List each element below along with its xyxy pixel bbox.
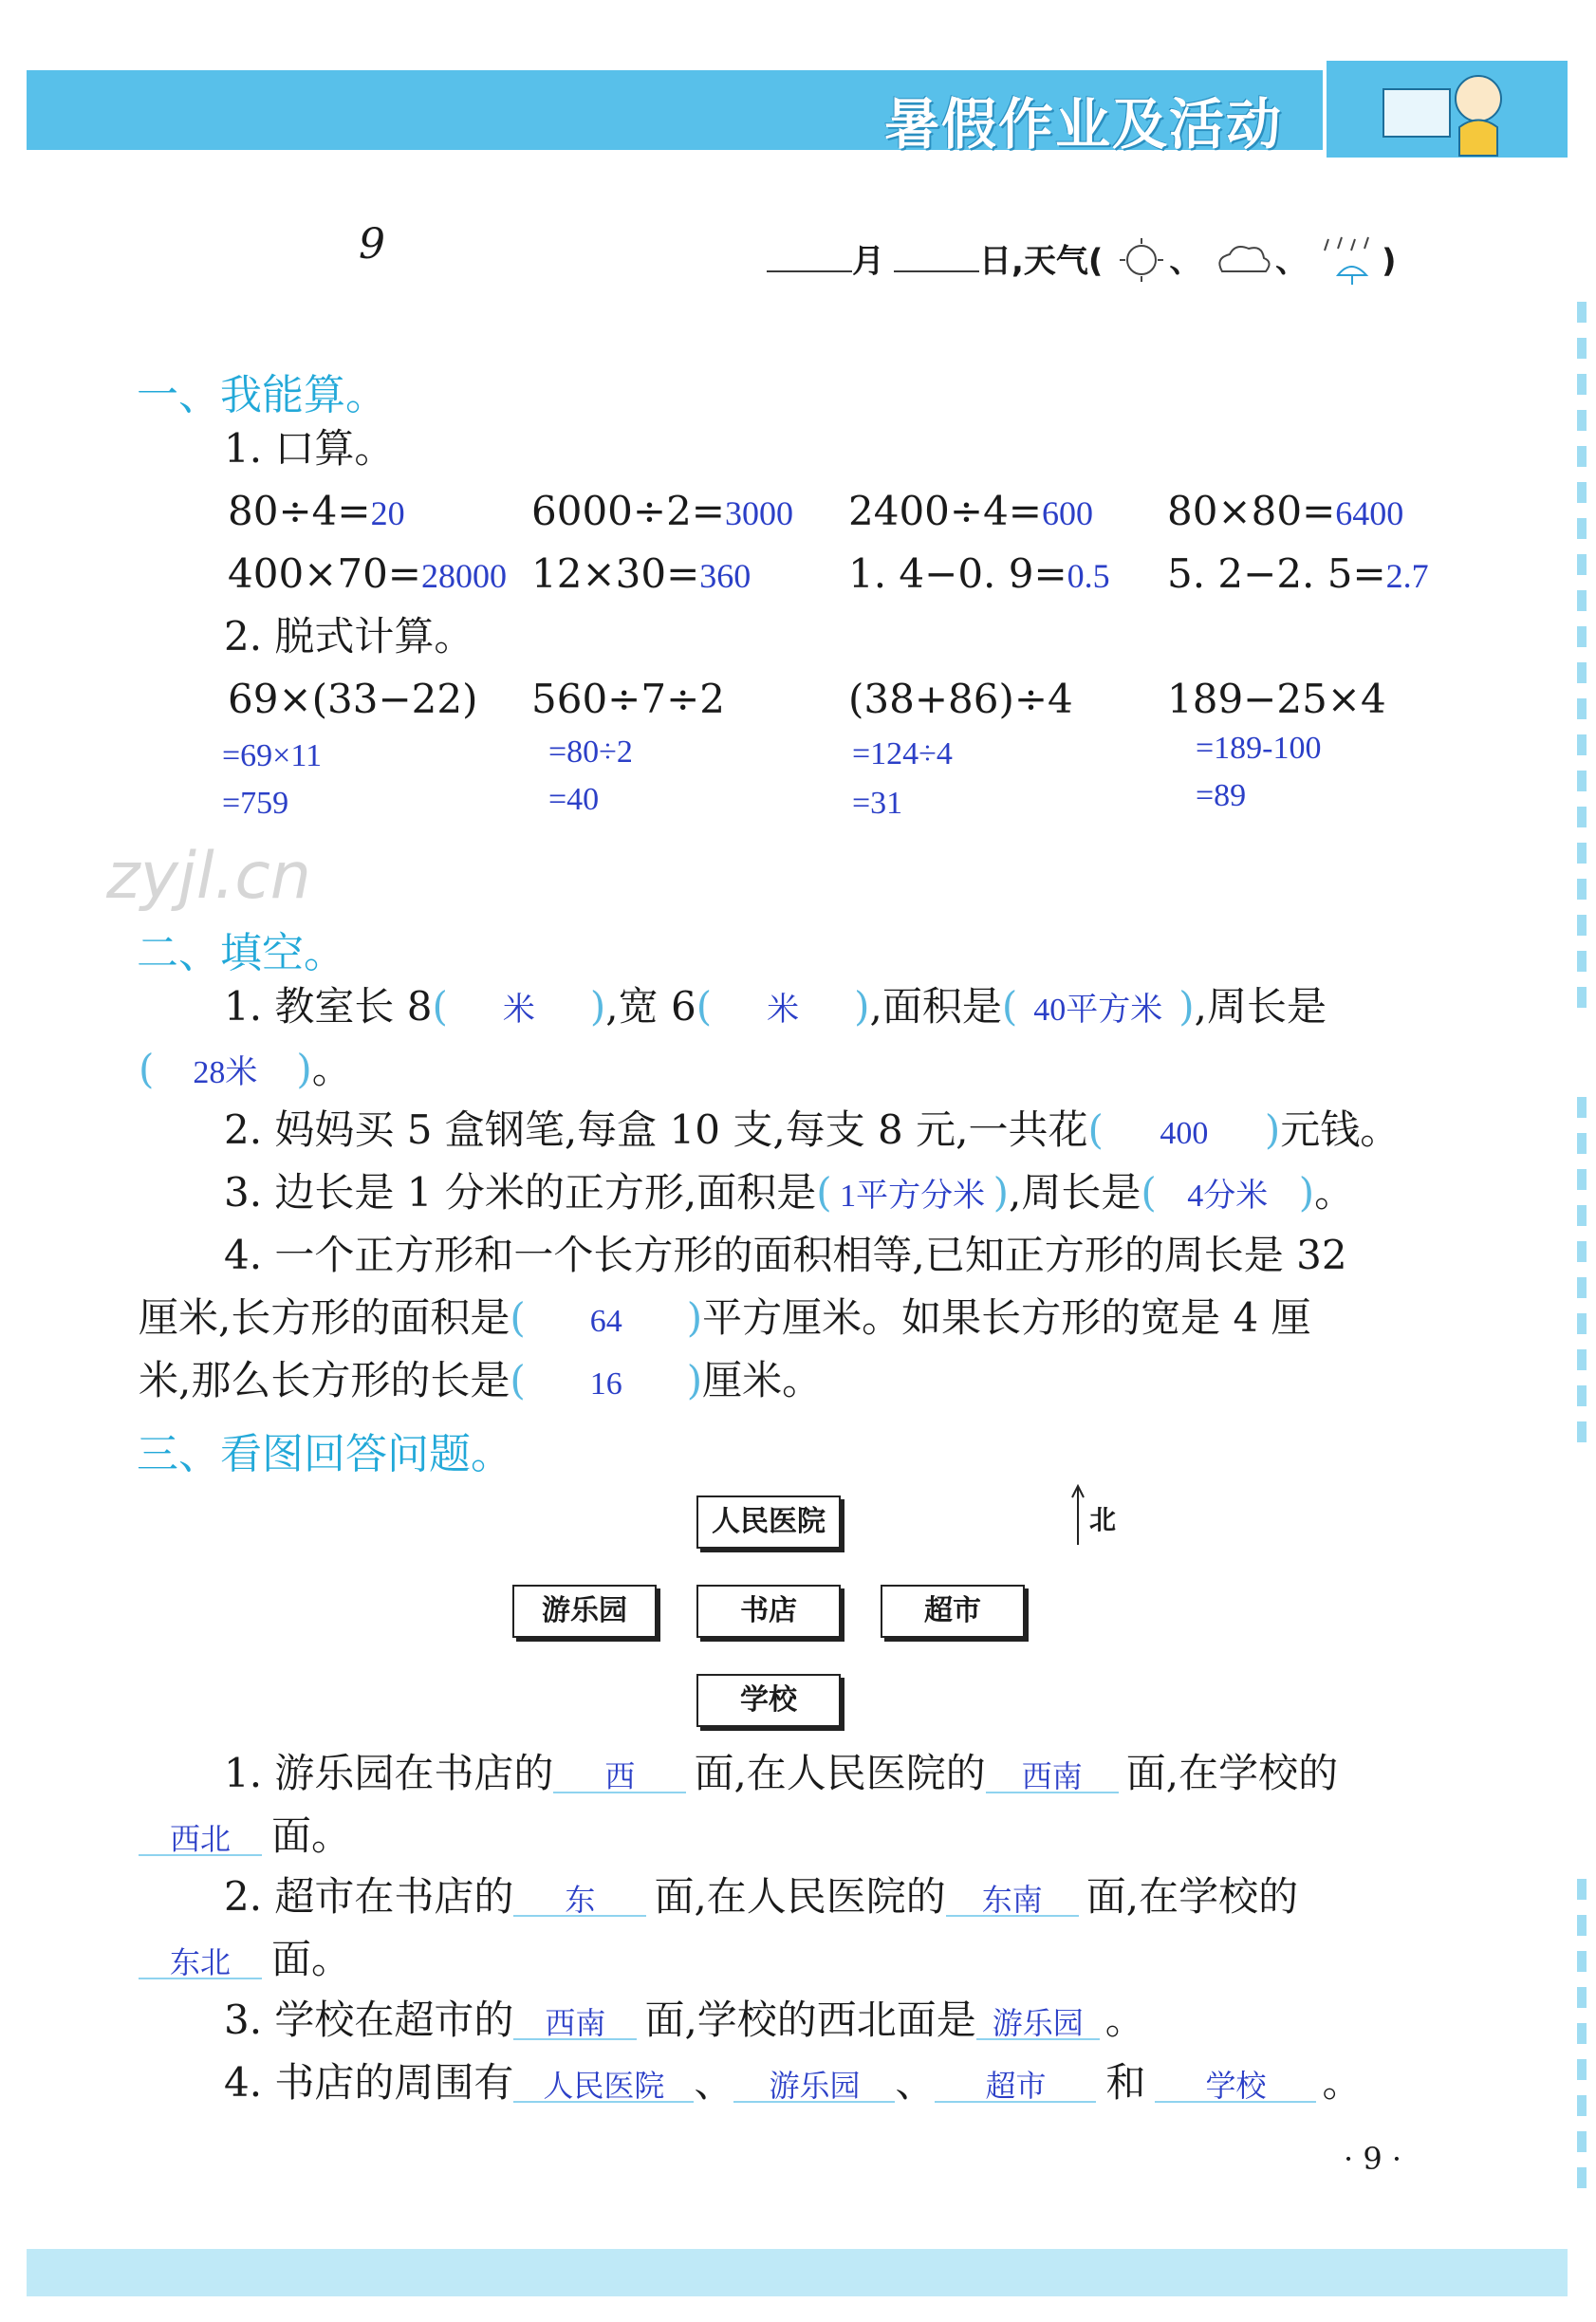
answer-blank[interactable]: 16 bbox=[589, 1366, 622, 1402]
day-blank[interactable] bbox=[894, 270, 979, 272]
date-line: 月 日,天气( 、 、 ) bbox=[767, 233, 1397, 292]
oral-problem: 5. 2−2. 5=2.7 bbox=[1167, 550, 1429, 597]
fill-q1: 1. 教室长 8( 米 ),宽 6( 米 ),面积是( 40平方米 ),周长是 bbox=[224, 983, 1327, 1030]
calc-step[interactable]: =124÷4 bbox=[852, 736, 953, 771]
oral-problem: 400×70=28000 bbox=[228, 550, 507, 597]
fill-q4-line2: 厘米,长方形的面积是( 64 )平方厘米。如果长方形的宽是 4 厘 bbox=[139, 1294, 1311, 1341]
answer-blank[interactable]: 64 bbox=[589, 1304, 622, 1339]
section3-heading: 三、看图回答问题。 bbox=[137, 1430, 512, 1478]
oral-problem: 2400÷4=600 bbox=[848, 488, 1093, 534]
oral-answer[interactable]: 600 bbox=[1042, 494, 1093, 532]
fill-q4-line3: 米,那么长方形的长是( 16 )厘米。 bbox=[139, 1357, 823, 1403]
side-dots-top bbox=[1577, 302, 1587, 1023]
north-arrow-icon bbox=[1070, 1484, 1086, 1551]
calc-step[interactable]: =759 bbox=[222, 786, 289, 821]
fill-q1-cont: ( 28米 )。 bbox=[139, 1046, 352, 1092]
day-number: 9 bbox=[359, 220, 385, 269]
calc-step[interactable]: =80÷2 bbox=[548, 734, 633, 770]
answer-line[interactable]: 西南 bbox=[986, 1761, 1119, 1793]
side-dots-bottom bbox=[1577, 1879, 1587, 2203]
map-q1: 1. 游乐园在书店的 西 面,在人民医院的 西南 面,在学校的 bbox=[224, 1750, 1339, 1796]
answer-blank[interactable]: 米 bbox=[502, 993, 535, 1028]
answer-line[interactable]: 西 bbox=[553, 1761, 686, 1793]
answer-blank[interactable]: 28米 bbox=[193, 1055, 258, 1090]
calc-step[interactable]: =189-100 bbox=[1196, 731, 1322, 766]
map-park: 游乐园 bbox=[512, 1585, 657, 1638]
map-q2: 2. 超市在书店的 东 面,在人民医院的 东南 面,在学校的 bbox=[224, 1873, 1299, 1920]
footer-band bbox=[27, 2249, 1568, 2296]
map-q2-cont: 东北 面。 bbox=[139, 1940, 351, 1979]
oral-answer[interactable]: 6400 bbox=[1335, 494, 1404, 532]
calc-problem: 560÷7÷2 bbox=[531, 676, 725, 722]
oral-answer[interactable]: 28000 bbox=[421, 557, 507, 595]
calc-step[interactable]: =40 bbox=[548, 782, 600, 817]
answer-line[interactable]: 西南 bbox=[513, 2008, 637, 2040]
oral-problem: 1. 4−0. 9=0.5 bbox=[848, 550, 1110, 597]
oral-problem: 80÷4=20 bbox=[228, 488, 405, 534]
answer-line[interactable]: 西北 bbox=[139, 1824, 262, 1856]
oral-answer[interactable]: 2.7 bbox=[1385, 557, 1429, 595]
fill-q2: 2. 妈妈买 5 盒钢笔,每盒 10 支,每支 8 元,一共花( 400 )元钱。 bbox=[224, 1106, 1401, 1153]
cloud-icon[interactable] bbox=[1213, 241, 1275, 285]
oral-answer[interactable]: 20 bbox=[370, 494, 405, 532]
section1-sub1: 1. 口算。 bbox=[224, 425, 395, 472]
oral-answer[interactable]: 0.5 bbox=[1067, 557, 1110, 595]
sun-icon[interactable] bbox=[1114, 236, 1169, 289]
map-q1-cont: 西北 面。 bbox=[139, 1816, 351, 1856]
side-dots-mid bbox=[1577, 1097, 1587, 1458]
oral-problem: 6000÷2=3000 bbox=[531, 488, 793, 534]
map-school: 学校 bbox=[696, 1674, 841, 1727]
map-q3: 3. 学校在超市的 西南 面,学校的西北面是 游乐园 。 bbox=[224, 1997, 1145, 2043]
answer-blank[interactable]: 米 bbox=[767, 993, 800, 1028]
header-illustration bbox=[1327, 61, 1568, 158]
answer-line[interactable]: 东北 bbox=[139, 1947, 262, 1979]
map-q4: 4. 书店的周围有 人民医院 、 游乐园 、 超市 和 学校 。 bbox=[224, 2059, 1363, 2106]
answer-line[interactable]: 学校 bbox=[1155, 2071, 1316, 2103]
rain-icon[interactable] bbox=[1319, 233, 1382, 292]
answer-line[interactable]: 东 bbox=[513, 1885, 646, 1917]
section1-heading: 一、我能算。 bbox=[137, 371, 387, 419]
section2-heading: 二、填空。 bbox=[137, 929, 345, 977]
oral-problem: 12×30=360 bbox=[531, 550, 752, 597]
map-supermarket: 超市 bbox=[881, 1585, 1025, 1638]
fill-q3: 3. 边长是 1 分米的正方形,面积是( 1平方分米 ),周长是( 4分米 )。 bbox=[224, 1169, 1355, 1216]
calc-problem: (38+86)÷4 bbox=[848, 676, 1073, 722]
answer-line[interactable]: 东南 bbox=[946, 1885, 1079, 1917]
calc-step[interactable]: =69×11 bbox=[222, 738, 323, 773]
north-label: 北 bbox=[1089, 1504, 1117, 1535]
oral-problem: 80×80=6400 bbox=[1167, 488, 1404, 534]
oral-answer[interactable]: 360 bbox=[699, 557, 752, 595]
header-title: 暑假作业及活动 bbox=[883, 92, 1283, 157]
banner-stripe bbox=[1302, 70, 1309, 150]
page-number: · 9 · bbox=[1344, 2141, 1402, 2177]
watermark: zyjl.cn bbox=[106, 839, 311, 914]
answer-line[interactable]: 游乐园 bbox=[976, 2008, 1100, 2040]
month-blank[interactable] bbox=[767, 270, 852, 272]
answer-line[interactable]: 超市 bbox=[935, 2071, 1096, 2103]
calc-problem: 189−25×4 bbox=[1167, 676, 1386, 722]
answer-blank[interactable]: 4分米 bbox=[1187, 1179, 1269, 1214]
calc-step[interactable]: =31 bbox=[852, 786, 903, 821]
fill-q4: 4. 一个正方形和一个长方形的面积相等,已知正方形的周长是 32 bbox=[224, 1232, 1347, 1278]
banner-stripe bbox=[1315, 70, 1323, 150]
map-bookstore: 书店 bbox=[696, 1585, 841, 1638]
answer-line[interactable]: 游乐园 bbox=[733, 2071, 895, 2103]
calc-problem: 69×(33−22) bbox=[228, 676, 478, 722]
answer-blank[interactable]: 1平方分米 bbox=[840, 1179, 986, 1214]
banner-stripe bbox=[1287, 70, 1294, 150]
section1-sub2: 2. 脱式计算。 bbox=[224, 613, 474, 659]
map-hospital: 人民医院 bbox=[696, 1495, 841, 1549]
answer-line[interactable]: 人民医院 bbox=[513, 2071, 694, 2103]
oral-answer[interactable]: 3000 bbox=[725, 494, 793, 532]
answer-blank[interactable]: 400 bbox=[1160, 1116, 1209, 1151]
calc-step[interactable]: =89 bbox=[1196, 778, 1247, 813]
answer-blank[interactable]: 40平方米 bbox=[1033, 993, 1163, 1028]
